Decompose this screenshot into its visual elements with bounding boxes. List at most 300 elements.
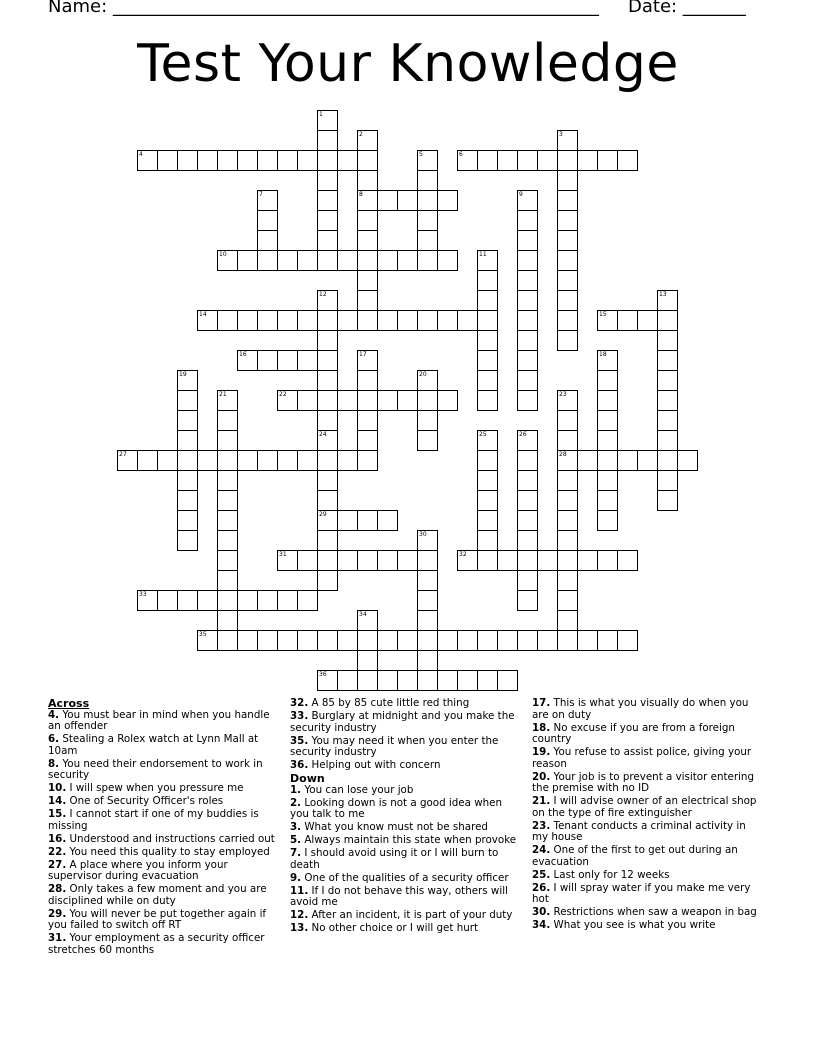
grid-cell[interactable] — [597, 150, 618, 171]
grid-cell[interactable] — [617, 550, 638, 571]
grid-cell[interactable] — [377, 190, 398, 211]
grid-cell[interactable] — [477, 530, 498, 551]
grid-cell[interactable] — [377, 670, 398, 691]
grid-cell[interactable] — [517, 330, 538, 351]
grid-cell[interactable] — [217, 390, 238, 411]
grid-cell[interactable] — [197, 310, 218, 331]
grid-cell[interactable] — [217, 630, 238, 651]
grid-cell[interactable] — [557, 130, 578, 151]
grid-cell[interactable] — [317, 490, 338, 511]
clue-text: Understood and instructions carried out — [66, 832, 275, 845]
grid-cell[interactable] — [317, 350, 338, 371]
grid-cell[interactable] — [317, 630, 338, 651]
grid-cell[interactable] — [337, 310, 358, 331]
grid-cell[interactable] — [557, 270, 578, 291]
grid-cell[interactable] — [557, 530, 578, 551]
grid-cell[interactable] — [317, 570, 338, 591]
grid-cell[interactable] — [597, 510, 618, 531]
grid-cell[interactable] — [317, 230, 338, 251]
grid-cell[interactable] — [397, 550, 418, 571]
grid-cell[interactable] — [477, 150, 498, 171]
grid-cell[interactable] — [557, 630, 578, 651]
grid-cell[interactable] — [357, 610, 378, 631]
grid-cell[interactable] — [317, 250, 338, 271]
grid-cell[interactable] — [657, 430, 678, 451]
grid-cell[interactable] — [297, 590, 318, 611]
grid-cell[interactable] — [517, 310, 538, 331]
grid-cell[interactable] — [517, 150, 538, 171]
grid-cell[interactable] — [357, 630, 378, 651]
grid-cell[interactable] — [577, 630, 598, 651]
grid-cell[interactable] — [417, 430, 438, 451]
grid-cell[interactable] — [317, 470, 338, 491]
grid-cell[interactable] — [317, 450, 338, 471]
grid-cell[interactable] — [337, 550, 358, 571]
grid-cell[interactable] — [557, 570, 578, 591]
grid-cell[interactable] — [517, 590, 538, 611]
grid-cell[interactable] — [417, 190, 438, 211]
grid-cell[interactable] — [657, 450, 678, 471]
grid-cell[interactable] — [657, 370, 678, 391]
grid-cell[interactable] — [317, 150, 338, 171]
clue-text: I will spew when you pressure me — [66, 782, 244, 794]
grid-cell[interactable] — [277, 630, 298, 651]
grid-cell[interactable] — [657, 290, 678, 311]
grid-cell[interactable] — [477, 430, 498, 451]
grid-cell[interactable] — [417, 210, 438, 231]
grid-cell[interactable] — [317, 210, 338, 231]
grid-cell[interactable] — [517, 370, 538, 391]
grid-cell[interactable] — [657, 470, 678, 491]
grid-cell[interactable] — [357, 170, 378, 191]
grid-cell[interactable] — [297, 150, 318, 171]
grid-cell[interactable] — [517, 270, 538, 291]
grid-cell[interactable] — [177, 370, 198, 391]
grid-cell[interactable] — [317, 170, 338, 191]
grid-cell[interactable] — [457, 150, 478, 171]
grid-cell[interactable] — [277, 450, 298, 471]
grid-cell[interactable] — [477, 250, 498, 271]
grid-cell[interactable] — [297, 450, 318, 471]
grid-cell[interactable] — [557, 390, 578, 411]
grid-cell[interactable] — [317, 670, 338, 691]
grid-cell[interactable] — [217, 510, 238, 531]
grid-cell[interactable] — [517, 550, 538, 571]
grid-cell[interactable] — [557, 290, 578, 311]
grid-cell[interactable] — [177, 410, 198, 431]
grid-cell[interactable] — [597, 350, 618, 371]
grid-cell[interactable] — [217, 410, 238, 431]
grid-cell[interactable] — [357, 150, 378, 171]
grid-cell[interactable] — [517, 230, 538, 251]
grid-cell[interactable] — [137, 450, 158, 471]
grid-cell[interactable] — [437, 390, 458, 411]
grid-cell[interactable] — [257, 210, 278, 231]
grid-cell[interactable] — [497, 630, 518, 651]
grid-cell[interactable] — [357, 210, 378, 231]
grid-cell[interactable] — [297, 550, 318, 571]
grid-cell[interactable] — [417, 170, 438, 191]
grid-cell[interactable] — [657, 410, 678, 431]
grid-cell[interactable] — [297, 350, 318, 371]
grid-cell[interactable] — [277, 350, 298, 371]
grid-cell[interactable] — [377, 510, 398, 531]
grid-cell[interactable] — [237, 590, 258, 611]
grid-cell[interactable] — [557, 190, 578, 211]
grid-cell[interactable] — [657, 310, 678, 331]
grid-cell[interactable] — [237, 150, 258, 171]
grid-cell[interactable] — [557, 610, 578, 631]
grid-cell[interactable] — [437, 670, 458, 691]
grid-cell[interactable] — [257, 590, 278, 611]
grid-cell[interactable] — [477, 350, 498, 371]
grid-cell[interactable] — [397, 630, 418, 651]
grid-cell[interactable] — [357, 670, 378, 691]
grid-cell[interactable] — [377, 250, 398, 271]
grid-cell[interactable] — [477, 270, 498, 291]
grid-cell[interactable] — [317, 390, 338, 411]
clue-item — [532, 907, 764, 919]
grid-cell[interactable] — [517, 510, 538, 531]
grid-cell[interactable] — [157, 590, 178, 611]
grid-cell[interactable] — [217, 610, 238, 631]
grid-cell[interactable] — [517, 490, 538, 511]
grid-cell[interactable] — [677, 450, 698, 471]
grid-cell[interactable] — [357, 130, 378, 151]
grid-cell[interactable] — [477, 370, 498, 391]
grid-cell[interactable] — [357, 350, 378, 371]
grid-cell[interactable] — [257, 630, 278, 651]
grid-cell[interactable] — [177, 390, 198, 411]
clue-number: 31 — [279, 551, 287, 558]
grid-cell[interactable] — [217, 530, 238, 551]
grid-cell[interactable] — [337, 510, 358, 531]
grid-cell[interactable] — [597, 390, 618, 411]
grid-cell[interactable] — [477, 290, 498, 311]
grid-cell[interactable] — [577, 450, 598, 471]
grid-cell[interactable] — [217, 430, 238, 451]
grid-cell[interactable] — [357, 510, 378, 531]
grid-cell[interactable] — [257, 190, 278, 211]
clue-number: 15 — [599, 311, 607, 318]
grid-cell[interactable] — [137, 590, 158, 611]
clue-text: Your job is to prevent a visitor entering the premise with no ID — [532, 770, 754, 794]
grid-cell[interactable] — [417, 370, 438, 391]
grid-cell[interactable] — [317, 130, 338, 151]
grid-cell[interactable] — [557, 430, 578, 451]
grid-cell[interactable] — [417, 650, 438, 671]
clue-number: 30 — [419, 531, 427, 538]
grid-cell[interactable] — [277, 550, 298, 571]
grid-cell[interactable] — [257, 450, 278, 471]
grid-cell[interactable] — [157, 450, 178, 471]
grid-cell[interactable] — [597, 550, 618, 571]
grid-cell[interactable] — [217, 570, 238, 591]
grid-cell[interactable] — [517, 430, 538, 451]
grid-cell[interactable] — [417, 150, 438, 171]
grid-cell[interactable] — [177, 490, 198, 511]
grid-cell[interactable] — [517, 530, 538, 551]
grid-cell[interactable] — [177, 590, 198, 611]
grid-cell[interactable] — [457, 310, 478, 331]
grid-cell[interactable] — [537, 150, 558, 171]
grid-cell[interactable] — [217, 450, 238, 471]
grid-cell[interactable] — [217, 470, 238, 491]
grid-cell[interactable] — [317, 310, 338, 331]
grid-cell[interactable] — [317, 190, 338, 211]
grid-cell[interactable] — [217, 310, 238, 331]
grid-cell[interactable] — [317, 530, 338, 551]
grid-cell[interactable] — [177, 510, 198, 531]
grid-cell[interactable] — [337, 150, 358, 171]
grid-cell[interactable] — [557, 330, 578, 351]
grid-cell[interactable] — [397, 670, 418, 691]
grid-cell[interactable] — [457, 630, 478, 651]
grid-cell[interactable] — [337, 630, 358, 651]
grid-cell[interactable] — [417, 610, 438, 631]
grid-cell[interactable] — [477, 630, 498, 651]
grid-cell[interactable] — [217, 550, 238, 571]
grid-cell[interactable] — [637, 310, 658, 331]
grid-cell[interactable] — [137, 150, 158, 171]
grid-cell[interactable] — [477, 550, 498, 571]
grid-cell[interactable] — [597, 490, 618, 511]
grid-cell[interactable] — [297, 390, 318, 411]
grid-cell[interactable] — [237, 350, 258, 371]
grid-cell[interactable] — [597, 630, 618, 651]
grid-cell[interactable] — [417, 550, 438, 571]
grid-cell[interactable] — [477, 330, 498, 351]
grid-cell[interactable] — [557, 470, 578, 491]
grid-cell[interactable] — [477, 390, 498, 411]
grid-cell[interactable] — [317, 510, 338, 531]
grid-cell[interactable] — [437, 250, 458, 271]
grid-cell[interactable] — [357, 230, 378, 251]
grid-cell[interactable] — [557, 590, 578, 611]
grid-cell[interactable] — [317, 110, 338, 131]
grid-cell[interactable] — [397, 390, 418, 411]
grid-cell[interactable] — [557, 250, 578, 271]
grid-cell[interactable] — [357, 310, 378, 331]
grid-cell[interactable] — [357, 430, 378, 451]
grid-cell[interactable] — [657, 490, 678, 511]
grid-cell[interactable] — [437, 630, 458, 651]
grid-cell[interactable] — [517, 470, 538, 491]
grid-cell[interactable] — [517, 210, 538, 231]
grid-cell[interactable] — [357, 550, 378, 571]
grid-cell[interactable] — [477, 510, 498, 531]
grid-cell[interactable] — [417, 570, 438, 591]
grid-cell[interactable] — [537, 630, 558, 651]
grid-cell[interactable] — [657, 350, 678, 371]
grid-cell[interactable] — [357, 410, 378, 431]
grid-cell[interactable] — [617, 630, 638, 651]
grid-cell[interactable] — [237, 310, 258, 331]
grid-cell[interactable] — [557, 490, 578, 511]
across-clue-list-continued — [290, 698, 522, 772]
grid-cell[interactable] — [417, 410, 438, 431]
grid-cell[interactable] — [217, 490, 238, 511]
grid-cell[interactable] — [557, 410, 578, 431]
grid-cell[interactable] — [477, 470, 498, 491]
grid-cell[interactable] — [417, 590, 438, 611]
clue-item — [48, 884, 280, 907]
grid-cell[interactable] — [597, 370, 618, 391]
grid-cell[interactable] — [417, 390, 438, 411]
grid-cell[interactable] — [377, 310, 398, 331]
name-field[interactable]: Name: ______________________________________________________ — [48, 0, 599, 17]
grid-cell[interactable] — [257, 230, 278, 251]
grid-cell[interactable] — [277, 150, 298, 171]
grid-cell[interactable] — [517, 450, 538, 471]
grid-cell[interactable] — [657, 390, 678, 411]
grid-cell[interactable] — [397, 250, 418, 271]
grid-cell[interactable] — [477, 490, 498, 511]
grid-cell[interactable] — [257, 150, 278, 171]
clue-item — [532, 698, 764, 721]
grid-cell[interactable] — [297, 630, 318, 651]
grid-cell[interactable] — [597, 310, 618, 331]
grid-cell[interactable] — [557, 170, 578, 191]
grid-cell[interactable] — [357, 250, 378, 271]
grid-cell[interactable] — [297, 310, 318, 331]
grid-cell[interactable] — [397, 190, 418, 211]
grid-cell[interactable] — [517, 350, 538, 371]
grid-cell[interactable] — [157, 150, 178, 171]
clue-item — [48, 734, 280, 757]
grid-cell[interactable] — [197, 150, 218, 171]
grid-cell[interactable] — [477, 670, 498, 691]
grid-cell[interactable] — [197, 450, 218, 471]
grid-cell[interactable] — [177, 470, 198, 491]
grid-cell[interactable] — [177, 450, 198, 471]
grid-cell[interactable] — [377, 550, 398, 571]
clue-number: 23 — [559, 391, 567, 398]
grid-cell[interactable] — [337, 450, 358, 471]
grid-cell[interactable] — [437, 190, 458, 211]
grid-cell[interactable] — [477, 450, 498, 471]
grid-cell[interactable] — [177, 530, 198, 551]
grid-cell[interactable] — [657, 330, 678, 351]
grid-cell[interactable] — [357, 390, 378, 411]
grid-cell[interactable] — [277, 310, 298, 331]
grid-cell[interactable] — [337, 670, 358, 691]
grid-cell[interactable] — [277, 390, 298, 411]
grid-cell[interactable] — [517, 290, 538, 311]
grid-cell[interactable] — [557, 230, 578, 251]
grid-cell[interactable] — [477, 310, 498, 331]
grid-cell[interactable] — [377, 630, 398, 651]
clue-number: 21 — [219, 391, 227, 398]
grid-cell[interactable] — [417, 630, 438, 651]
grid-cell[interactable] — [177, 150, 198, 171]
grid-cell[interactable] — [317, 410, 338, 431]
grid-cell[interactable] — [197, 630, 218, 651]
grid-cell[interactable] — [237, 450, 258, 471]
grid-cell[interactable] — [577, 550, 598, 571]
grid-cell[interactable] — [557, 450, 578, 471]
grid-cell[interactable] — [257, 350, 278, 371]
grid-cell[interactable] — [297, 250, 318, 271]
grid-cell[interactable] — [357, 190, 378, 211]
grid-cell[interactable] — [517, 190, 538, 211]
grid-cell[interactable] — [497, 550, 518, 571]
grid-cell[interactable] — [557, 310, 578, 331]
grid-cell[interactable] — [237, 250, 258, 271]
grid-cell[interactable] — [417, 530, 438, 551]
grid-cell[interactable] — [637, 450, 658, 471]
grid-cell[interactable] — [457, 670, 478, 691]
grid-cell[interactable] — [317, 330, 338, 351]
grid-cell[interactable] — [517, 390, 538, 411]
grid-cell[interactable] — [597, 450, 618, 471]
grid-cell[interactable] — [457, 550, 478, 571]
grid-cell[interactable] — [617, 150, 638, 171]
grid-cell[interactable] — [217, 150, 238, 171]
grid-cell[interactable] — [497, 150, 518, 171]
grid-cell[interactable] — [217, 250, 238, 271]
grid-cell[interactable] — [357, 450, 378, 471]
grid-cell[interactable] — [357, 290, 378, 311]
grid-cell[interactable] — [237, 630, 258, 651]
grid-cell[interactable] — [397, 310, 418, 331]
grid-cell[interactable] — [317, 290, 338, 311]
date-field[interactable]: Date: _______ — [628, 0, 746, 17]
grid-cell[interactable] — [317, 430, 338, 451]
grid-cell[interactable] — [557, 210, 578, 231]
clue-number: 17 — [359, 351, 367, 358]
grid-cell[interactable] — [557, 550, 578, 571]
grid-cell[interactable] — [597, 430, 618, 451]
grid-cell[interactable] — [177, 430, 198, 451]
grid-cell[interactable] — [357, 270, 378, 291]
grid-cell[interactable] — [277, 250, 298, 271]
grid-cell[interactable] — [317, 550, 338, 571]
clue-number-label: 31. — [48, 932, 67, 944]
grid-cell[interactable] — [337, 250, 358, 271]
grid-cell[interactable] — [557, 150, 578, 171]
grid-cell[interactable] — [257, 250, 278, 271]
grid-cell[interactable] — [517, 250, 538, 271]
grid-cell[interactable] — [417, 250, 438, 271]
clue-item — [290, 711, 522, 734]
grid-cell[interactable] — [417, 670, 438, 691]
grid-cell[interactable] — [277, 590, 298, 611]
grid-cell[interactable] — [517, 630, 538, 651]
grid-cell[interactable] — [617, 310, 638, 331]
grid-cell[interactable] — [337, 390, 358, 411]
grid-cell[interactable] — [377, 390, 398, 411]
grid-cell[interactable] — [417, 310, 438, 331]
grid-cell[interactable] — [417, 230, 438, 251]
grid-cell[interactable] — [597, 470, 618, 491]
grid-cell[interactable] — [317, 370, 338, 391]
grid-cell[interactable] — [197, 590, 218, 611]
grid-cell[interactable] — [497, 670, 518, 691]
grid-cell[interactable] — [517, 570, 538, 591]
grid-cell[interactable] — [617, 450, 638, 471]
grid-cell[interactable] — [117, 450, 138, 471]
grid-cell[interactable] — [597, 410, 618, 431]
grid-cell[interactable] — [357, 650, 378, 671]
grid-cell[interactable] — [537, 550, 558, 571]
grid-cell[interactable] — [357, 370, 378, 391]
grid-cell[interactable] — [257, 310, 278, 331]
grid-cell[interactable] — [557, 510, 578, 531]
grid-cell[interactable] — [217, 590, 238, 611]
grid-cell[interactable] — [437, 310, 458, 331]
grid-cell[interactable] — [577, 150, 598, 171]
